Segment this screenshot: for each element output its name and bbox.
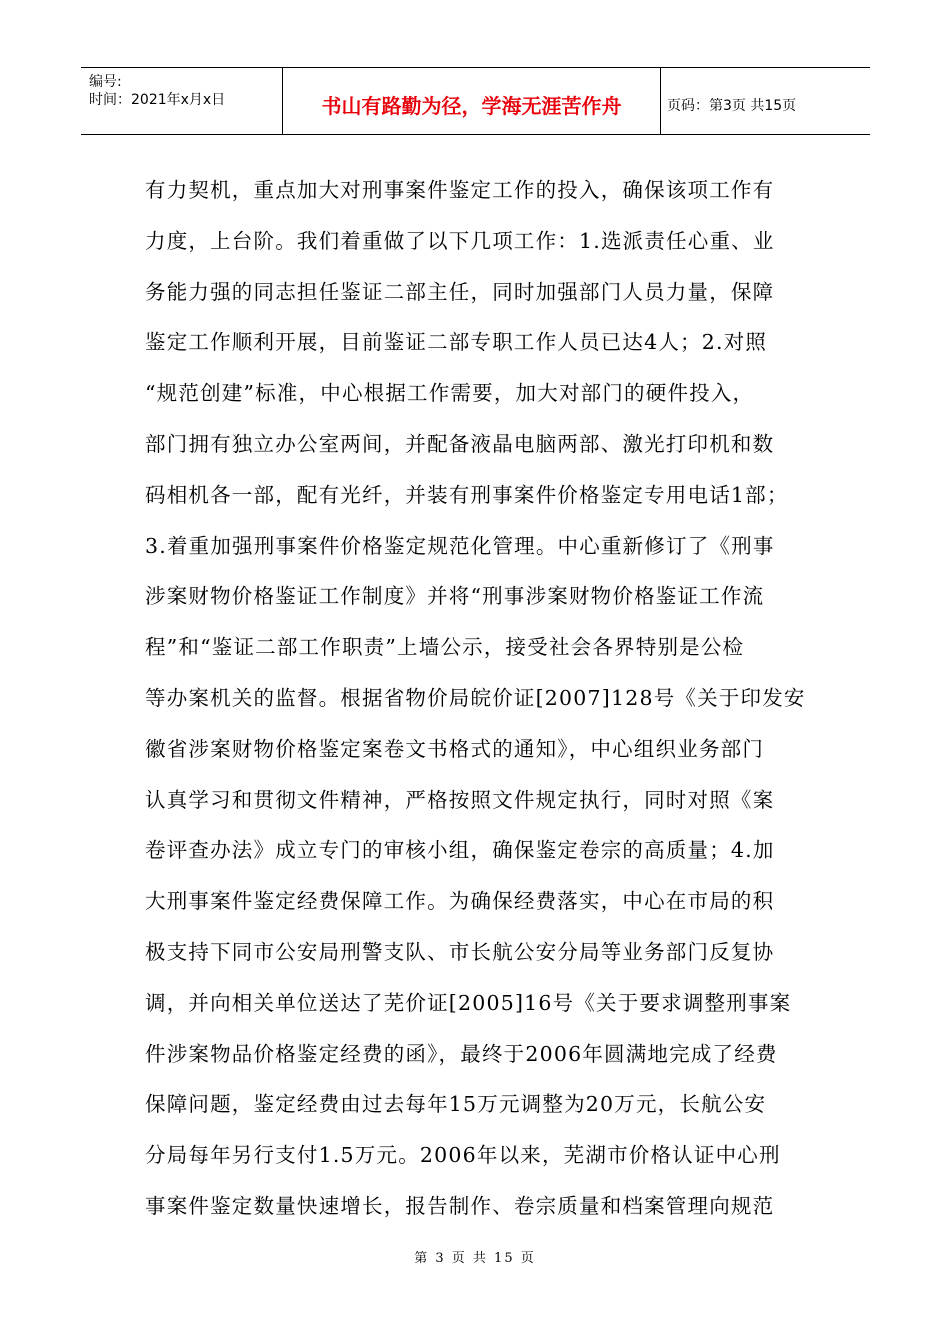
body-line: 3.着重加强刑事案件价格鉴定规范化管理。中心重新修订了《刑事 xyxy=(145,533,775,558)
body-line: 涉案财物价格鉴证工作制度》并将“刑事涉案财物价格鉴证工作流 xyxy=(145,584,765,609)
body-line: 极支持下同市公安局刑警支队、市长航公安分局等业务部门反复协 xyxy=(145,939,775,964)
document-body xyxy=(145,165,825,1232)
document-number-label: 编号: xyxy=(89,74,122,90)
document-time-label: 时间：2021年x月x日 xyxy=(89,92,226,108)
body-line: 卷评查办法》成立专门的审核小组，确保鉴定卷宗的高质量；4.加 xyxy=(145,838,775,863)
body-line: 调，并向相关单位送达了芜价证[2005]16号《关于要求调整刑事案 xyxy=(145,990,792,1015)
document-header xyxy=(81,67,870,135)
body-line: 有力契机，重点加大对刑事案件鉴定工作的投入，确保该项工作有 xyxy=(145,178,775,202)
body-line: 件涉案物品价格鉴定经费的函》，最终于2006年圆满地完成了经费 xyxy=(145,1041,778,1066)
header-motto: 书山有路勤为径，学海无涯苦作舟 xyxy=(283,68,661,134)
body-line: 大刑事案件鉴定经费保障工作。为确保经费落实，中心在市局的积 xyxy=(145,889,775,914)
body-line: 鉴定工作顺利开展，目前鉴证二部专职工作人员已达4人；2.对照 xyxy=(145,330,768,355)
header-page-code: 页码：第3页 共15页 xyxy=(667,98,797,114)
body-line: 力度，上台阶。我们着重做了以下几项工作：1.选派责任心重、业 xyxy=(145,228,775,253)
page-footer: 第 3 页 共 15 页 xyxy=(414,1251,536,1266)
body-line: 程”和“鉴证二部工作职责”上墙公示，接受社会各界特别是公检 xyxy=(145,635,745,660)
body-line: 务能力强的同志担任鉴证二部主任，同时加强部门人员力量，保障 xyxy=(145,279,775,304)
body-line: 认真学习和贯彻文件精神，严格按照文件规定执行，同时对照《案 xyxy=(145,787,775,812)
body-line: 徽省涉案财物价格鉴定案卷文书格式的通知》，中心组织业务部门 xyxy=(145,736,765,761)
header-meta-cell xyxy=(81,68,283,134)
body-line: “规范创建”标准，中心根据工作需要，加大对部门的硬件投入， xyxy=(145,381,755,406)
body-line: 保障问题，鉴定经费由过去每年15万元调整为20万元，长航公安 xyxy=(145,1092,767,1117)
body-line: 码相机各一部，配有光纤，并装有刑事案件价格鉴定专用电话1部； xyxy=(145,482,789,507)
body-line: 事案件鉴定数量快速增长，报告制作、卷宗质量和档案管理向规范 xyxy=(145,1193,775,1218)
body-line: 分局每年另行支付1.5万元。2006年以来，芜湖市价格认证中心刑 xyxy=(145,1143,781,1168)
body-line: 等办案机关的监督。根据省物价局皖价证[2007]128号《关于印发安 xyxy=(145,685,806,710)
body-line: 部门拥有独立办公室两间，并配备液晶电脑两部、激光打印机和数 xyxy=(145,431,775,456)
